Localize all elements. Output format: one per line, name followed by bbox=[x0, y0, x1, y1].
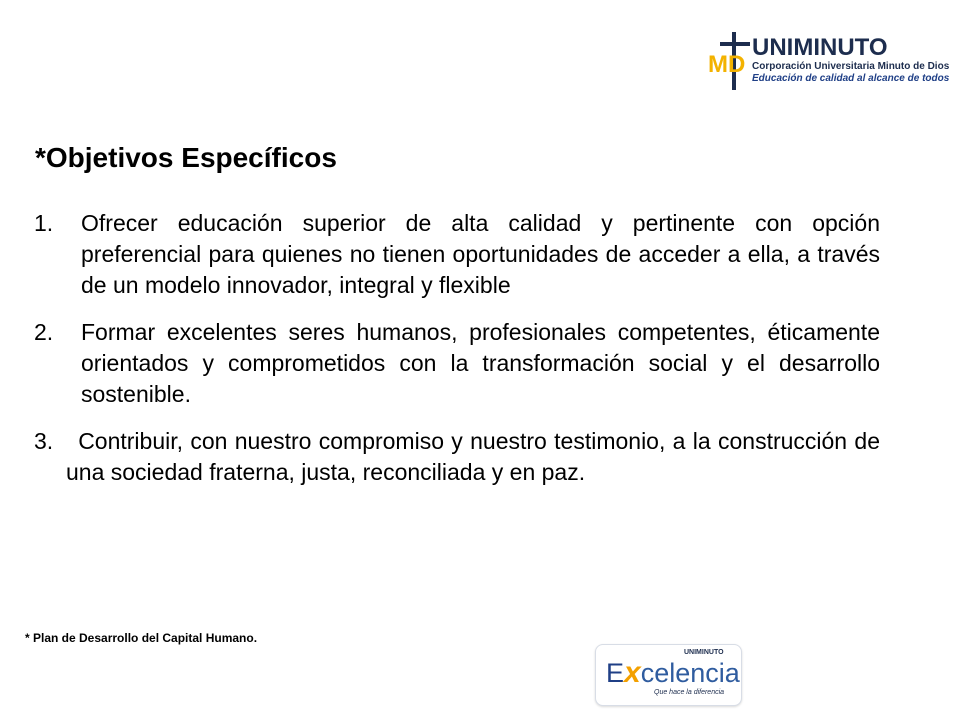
objective-number: 1. bbox=[34, 210, 54, 236]
objective-item bbox=[34, 317, 880, 410]
footnote: * Plan de Desarrollo del Capital Humano. bbox=[25, 631, 258, 645]
badge-word-rest: celencia bbox=[640, 658, 740, 688]
objective-item bbox=[34, 426, 880, 488]
badge-word-x: x bbox=[624, 656, 641, 689]
uniminuto-logo bbox=[706, 30, 950, 100]
excelencia-badge bbox=[595, 644, 742, 706]
logo-name: UNIMINUTO bbox=[752, 34, 888, 61]
logo-subtitle: Corporación Universitaria Minuto de Dios bbox=[752, 61, 950, 72]
badge-top-label: UNIMINUTO bbox=[684, 649, 724, 656]
objective-number: 3. bbox=[34, 428, 54, 454]
svg-text:M: M bbox=[708, 51, 728, 78]
objectives-list bbox=[34, 208, 880, 504]
objective-text: Ofrecer educación superior de alta calidad y pertinente con opción preferencial para quienes no tienen oportunidades de acceder a ella, a través de un modelo innovador, integral y flexible bbox=[81, 210, 880, 298]
objective-text: Contribuir, con nuestro compromiso y nuestro testimonio, a la construcción de una sociedad fraterna, justa, reconciliada y en paz. bbox=[66, 428, 880, 485]
objective-number: 2. bbox=[34, 319, 54, 345]
minuto-de-dios-emblem-icon bbox=[706, 30, 754, 92]
badge-word-start: E bbox=[606, 658, 625, 688]
objective-item bbox=[34, 208, 880, 301]
badge-tagline: Que hace la diferencia bbox=[654, 689, 725, 696]
objective-text: Formar excelentes seres humanos, profesionales competentes, éticamente orientados y comprometidos con la transformación social y el desarrollo sostenible. bbox=[81, 319, 880, 407]
logo-tagline: Educación de calidad al alcance de todos bbox=[752, 73, 950, 84]
logo-text bbox=[752, 34, 950, 85]
svg-text:D: D bbox=[728, 51, 746, 78]
slide-title: *Objetivos Específicos bbox=[35, 142, 337, 173]
badge-wordmark bbox=[606, 658, 740, 688]
